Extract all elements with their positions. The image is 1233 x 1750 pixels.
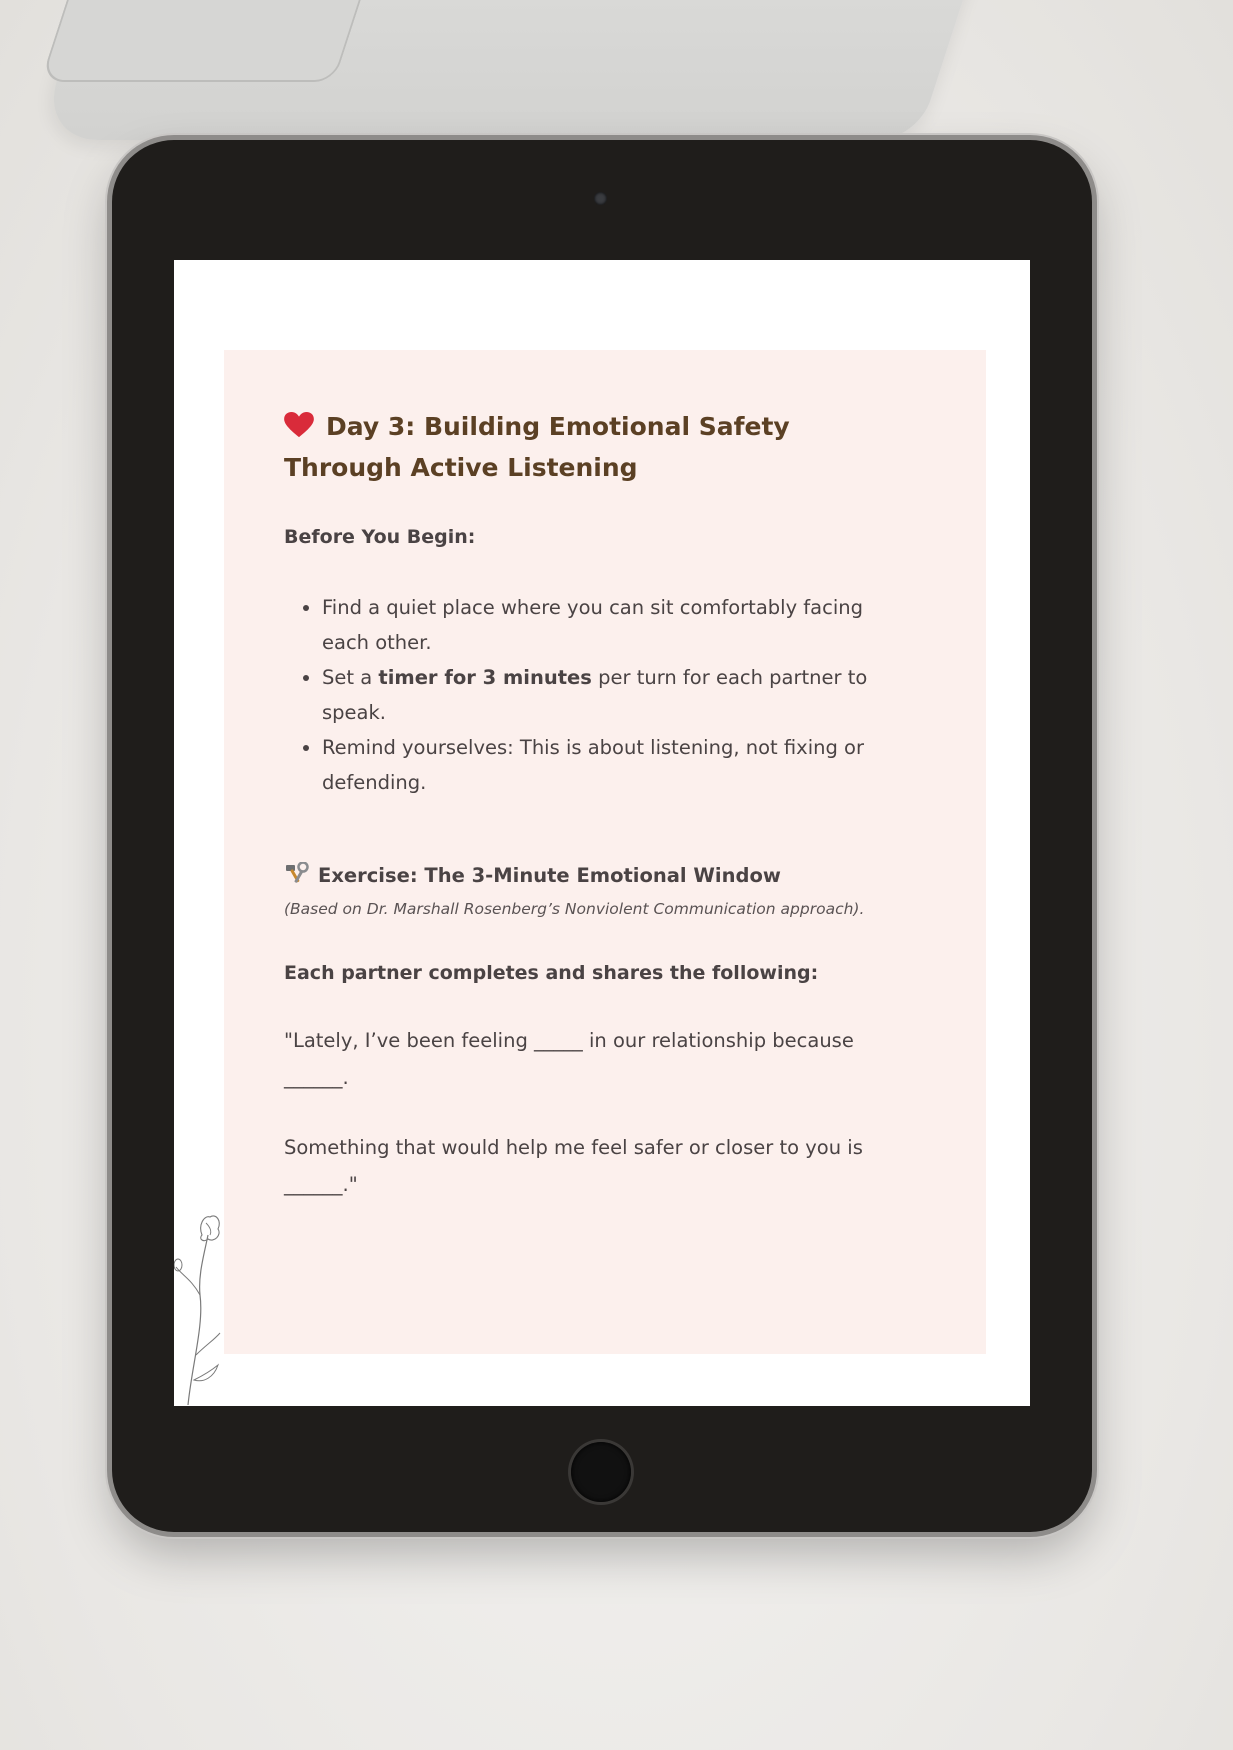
hammer-and-wrench-icon [284, 862, 310, 886]
list-item-text-suffix: per turn for each partner to speak. [322, 666, 868, 724]
list-item [322, 660, 874, 730]
exercise-source-note: (Based on Dr. Marshall Rosenberg’s Nonviolent Communication approach). [284, 900, 865, 918]
tablet-screen [174, 260, 1030, 1406]
page-title-text: Day 3: Building Emotional Safety Through Active Listening [284, 412, 790, 482]
exercise-heading [284, 862, 874, 887]
exercise-heading-text: Exercise: The 3-Minute Emotional Window [318, 864, 781, 887]
list-item-text: Find a quiet place where you can sit comfortably facing each other. [322, 596, 864, 654]
page-title [284, 406, 874, 488]
tablet-device [112, 140, 1092, 1532]
front-camera [594, 192, 607, 205]
list-item-text: Remind yourselves: This is about listening, not fixing or defending. [322, 736, 864, 794]
prompt-sentence-safer: Something that would help me feel safer or closer to you is ______." [284, 1136, 863, 1196]
instruction-text: Each partner completes and shares the following: [284, 962, 819, 984]
prompt-sentence-feeling: "Lately, I’ve been feeling _____ in our relationship because ______. [284, 1029, 854, 1089]
before-you-begin-heading: Before You Begin: [284, 526, 476, 548]
heart-icon [284, 412, 314, 438]
list-item [322, 730, 874, 800]
list-item [322, 590, 874, 660]
home-button[interactable] [571, 1442, 631, 1502]
preparation-list [284, 590, 874, 800]
timer-emphasis: timer for 3 minutes [378, 666, 592, 689]
worksheet-content [284, 406, 874, 1203]
worksheet-card [224, 350, 986, 1354]
list-item-text-prefix: Set a [322, 666, 379, 689]
flower-illustration [174, 1205, 224, 1405]
laptop-trackpad [40, 0, 374, 82]
